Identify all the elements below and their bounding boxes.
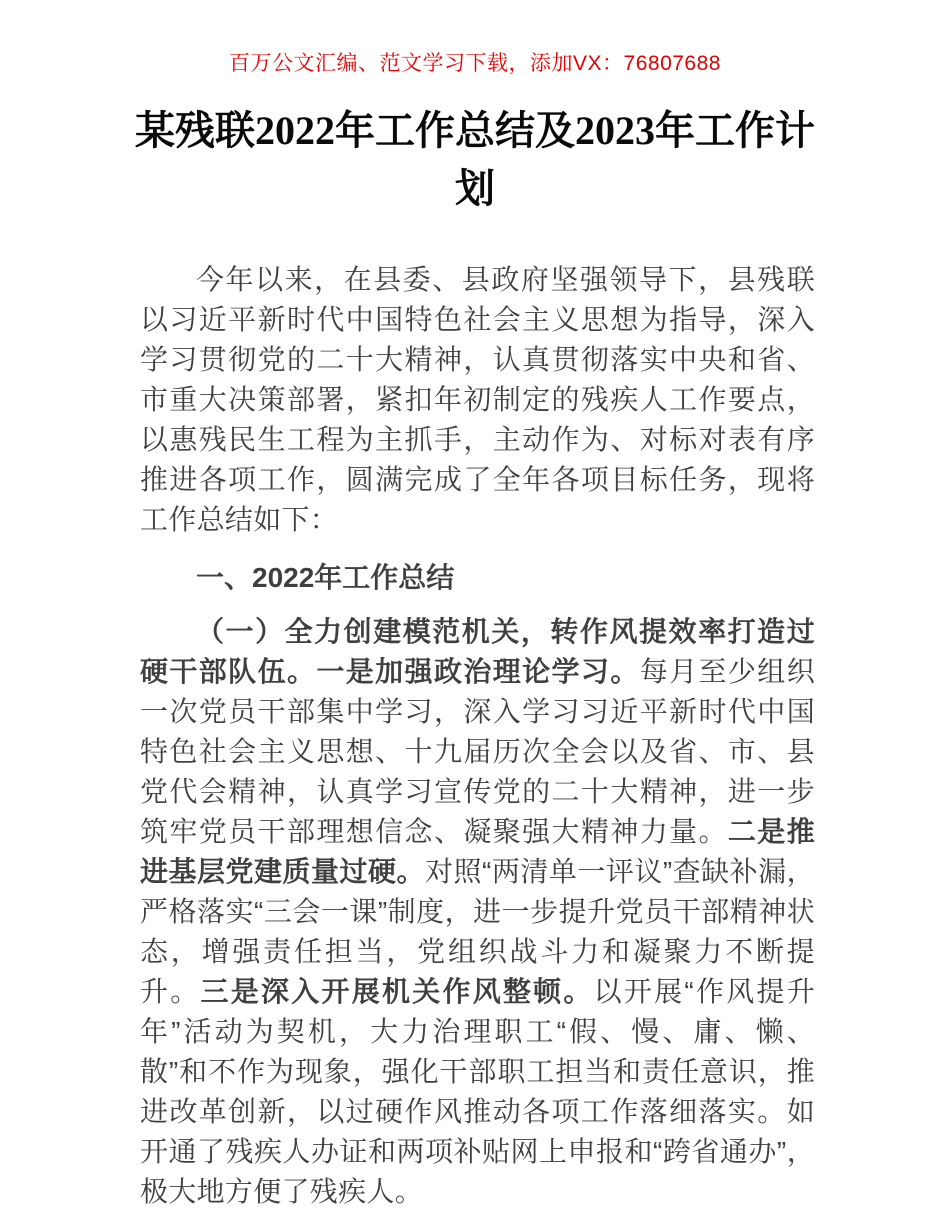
bold-run: 二是推进基层党建质量过硬。 bbox=[140, 816, 815, 887]
text-run: 每月至少组织一次党员干部集中学习，深入学习习近平新时代中国特色社会主义思想、十九届历次全会以及省、市、县党代会精神，认真学习宣传党的二十大精神，进一步筑牢党员干部理想信念、凝聚强大精神力量。 bbox=[140, 656, 815, 847]
section-heading-2022-summary: 一、2022年工作总结 bbox=[196, 562, 455, 593]
intro-paragraph: 今年以来，在县委、县政府坚强领导下，县残联以习近平新时代中国特色社会主义思想为指导，深入学习贯彻党的二十大精神，认真贯彻落实中央和省、市重大决策部署，紧扣年初制定的残疾人工作要点，以惠残民生工程为主抓手，主动作为、对标对表有序推进各项工作，圆满完成了全年各项目标任务，现将工作总结如下： bbox=[140, 264, 815, 535]
bold-run: （一）全力创建模范机关，转作风提效率打造过硬干部队伍。一是加强政治理论学习。 bbox=[140, 616, 815, 687]
text-run: 对照“两清单一评议”查缺补漏，严格落实“三会一课”制度，进一步提升党员干部精神状态，增强责任担当，党组织战斗力和凝聚力不断提升。 bbox=[140, 856, 815, 1007]
section-paragraph bbox=[140, 612, 815, 1212]
text-run: 以开展“作风提升年”活动为契机，大力治理职工“假、慢、庸、懒、散”和不作为现象，强化干部职工担当和责任意识，推进改革创新，以过硬作风推动各项工作落细落实。如开通了残疾人办证和两项补贴网上申报和“跨省通办”，极大地方便了残疾人。 bbox=[140, 976, 815, 1207]
bold-run: 三是深入开展机关作风整顿。 bbox=[200, 976, 594, 1007]
watermark-notice: 百万公文汇编、范文学习下载，添加VX：76807688 bbox=[229, 52, 721, 75]
page-title: 某残联2022年工作总结及2023年工作计划 bbox=[135, 108, 815, 211]
document-body bbox=[140, 260, 815, 1212]
